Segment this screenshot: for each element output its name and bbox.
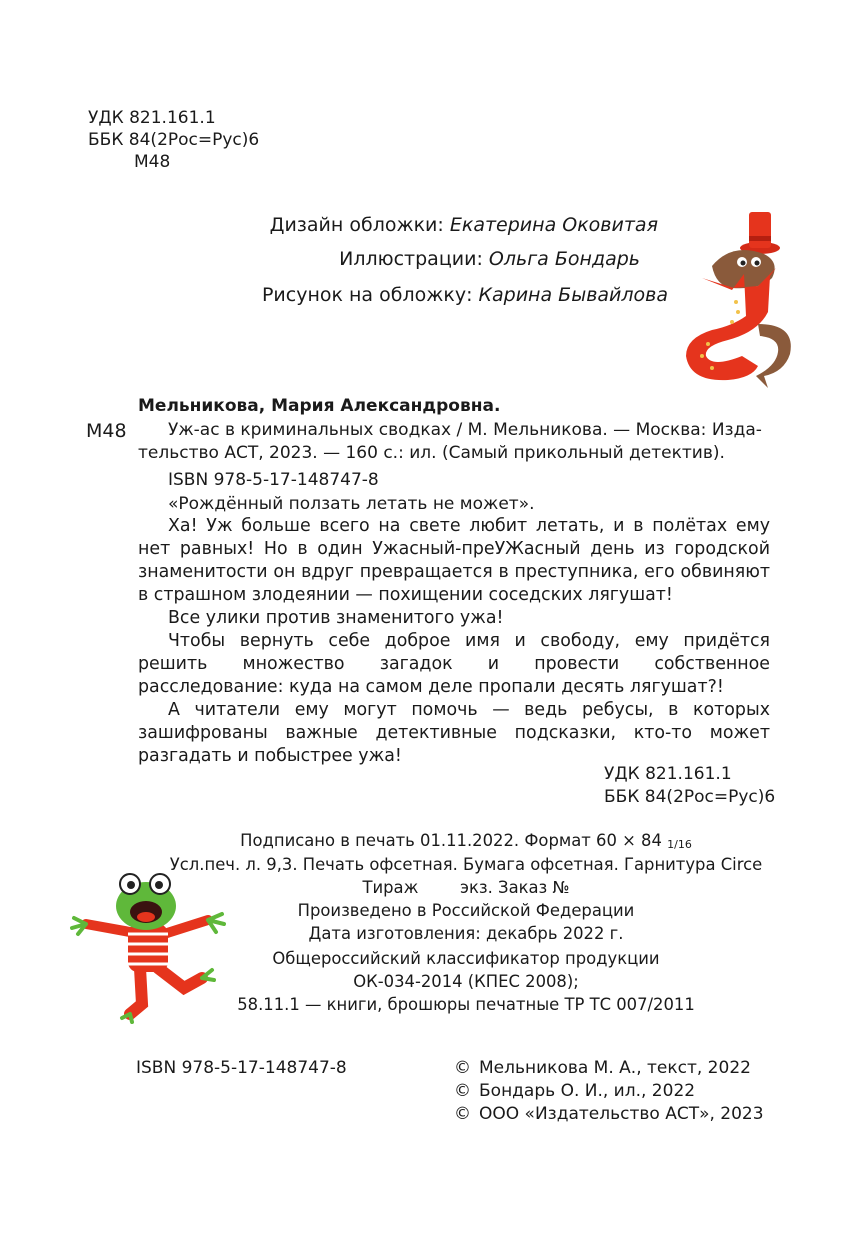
copyright-text: Бондарь О. И., ил., 2022 — [479, 1081, 696, 1101]
imprint-signed-text: Подписано в печать 01.11.2022. Формат 60 × 84 — [240, 831, 668, 850]
copyright-line — [454, 1079, 695, 1103]
record-annotation-p2: Все улики против знаменитого ужа! — [168, 608, 504, 628]
record-bbk: ББК 84(2Рос=Рус)6 — [604, 787, 776, 807]
imprint-run: Тираж экз. Заказ № — [362, 878, 570, 897]
imprint-classifier3: 58.11.1 — книги, брошюры печатные ТР ТС 007/2011 — [237, 995, 695, 1014]
copyright-text: ООО «Издательство АСТ», 2023 — [479, 1104, 764, 1124]
copyright-symbol: © — [454, 1081, 471, 1101]
credit-role: Дизайн обложки: — [269, 214, 444, 236]
record-annotation-p4: А читатели ему могут помочь — ведь ребусы, в которых зашифрованы важные детективные подсказки, кто-то может разгадать и побыстрее ужа! — [138, 700, 770, 766]
credit-name: Ольга Бондарь — [488, 248, 640, 270]
imprint-made: Произведено в Российской Федерации — [297, 901, 635, 920]
imprint-classifier1: Общероссийский классификатор продукции — [272, 949, 660, 968]
copyright-line — [454, 1102, 764, 1126]
bbk-top: ББК 84(2Рос=Рус)6 — [88, 130, 260, 150]
credit-role: Рисунок на обложку: — [261, 284, 473, 306]
imprint-date: Дата изготовления: декабрь 2022 г. — [308, 924, 624, 943]
record-isbn: ISBN 978-5-17-148747-8 — [168, 470, 379, 490]
credit-name: Екатерина Оковитая — [449, 214, 658, 236]
record-annotation-p3: Чтобы вернуть себе доброе имя и свободу, ему придётся решить множество загадок и провести собственное расследование: куда на самом деле пропали десять лягушат?! — [138, 631, 770, 697]
record-udk: УДК 821.161.1 — [604, 764, 732, 784]
copyright-symbol: © — [454, 1104, 471, 1124]
record-author-mark: М48 — [86, 420, 127, 442]
credit-role: Иллюстрации: — [339, 248, 483, 270]
copyright-line — [454, 1056, 751, 1080]
author-mark-top: М48 — [134, 152, 171, 172]
imprint-print: Усл.печ. л. 9,3. Печать офсетная. Бумага офсетная. Гарнитура Circe — [169, 855, 763, 874]
credit-name: Карина Бывайлова — [478, 284, 668, 306]
snake-illustration — [672, 206, 802, 392]
record-quote: «Рождённый ползать летать не может». — [168, 494, 535, 514]
copyright-text: Мельникова М. А., текст, 2022 — [479, 1058, 751, 1078]
record-bib-line2: тельство АСТ, 2023. — 160 с.: ил. (Самый прикольный детектив). — [138, 443, 725, 463]
credit-illustrations — [339, 246, 640, 272]
record-bib-line1: Уж-ас в криминальных сводках / М. Мельникова. — Москва: Изда- — [168, 420, 762, 440]
credit-cover-drawing — [262, 282, 668, 308]
copyright-symbol: © — [454, 1058, 471, 1078]
credit-cover-design — [270, 212, 658, 238]
hat-top — [749, 212, 771, 248]
record-annotation-p1: Ха! Уж больше всего на свете любит летать, и в полётах ему нет равных! Но в один Ужасный-преУЖасный день из городской знаменитости он вдруг превращается в преступника, его обвиняют в страшном злодеянии — похищении соседских лягушат! — [138, 516, 770, 605]
record-author: Мельникова, Мария Александровна. — [138, 396, 501, 416]
imprint-format-fraction: 1/16 — [667, 838, 692, 851]
snake-tail — [756, 324, 791, 388]
footer-isbn: ISBN 978-5-17-148747-8 — [136, 1058, 347, 1078]
imprint-classifier2: ОК-034-2014 (КПЕС 2008); — [353, 972, 579, 991]
udk-top: УДК 821.161.1 — [88, 108, 216, 128]
imprint-signed — [150, 830, 782, 856]
